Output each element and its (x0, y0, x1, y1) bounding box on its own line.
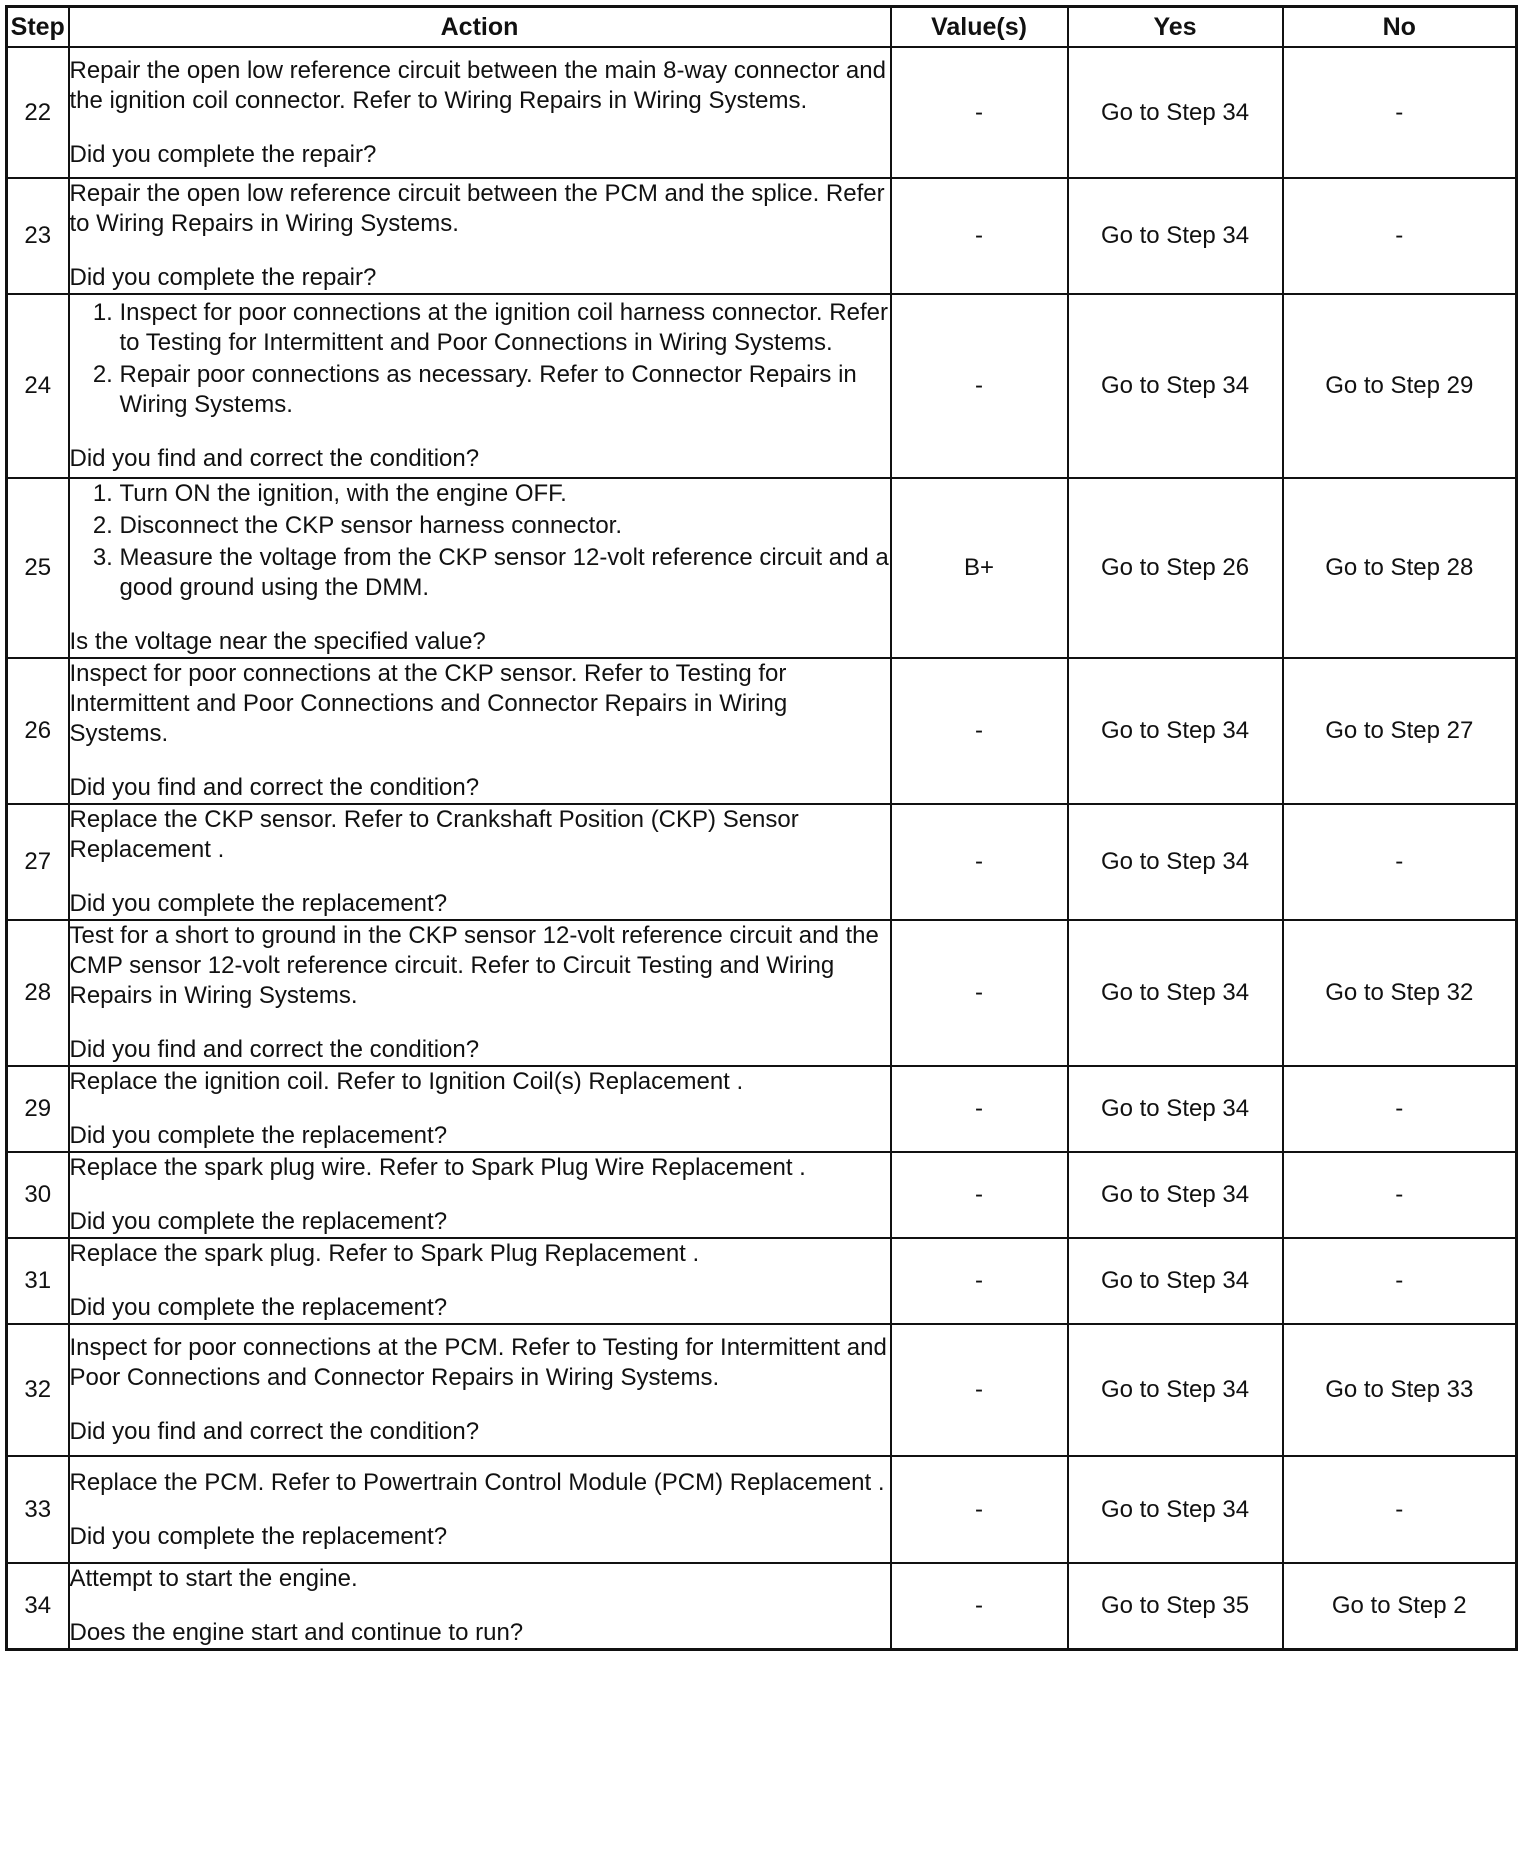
yes-result: Go to Step 34 (1068, 1324, 1283, 1456)
action-text: Replace the ignition coil. Refer to Ignition Coil(s) Replacement . (69, 1068, 744, 1095)
header-no: No (1283, 7, 1517, 48)
action-cell (69, 478, 891, 658)
value-cell: - (891, 178, 1068, 294)
table-body (7, 47, 1517, 1650)
header-yes: Yes (1068, 7, 1283, 48)
table-row (7, 478, 1517, 658)
no-result: Go to Step 32 (1283, 920, 1517, 1066)
yes-result: Go to Step 34 (1068, 1152, 1283, 1238)
step-number: 32 (7, 1324, 69, 1456)
no-result: Go to Step 27 (1283, 658, 1517, 804)
value-cell: - (891, 1152, 1068, 1238)
action-list-item: 2. Repair poor connections as necessary. Refer to Connector Repairs in Wiring Systems. (120, 360, 890, 420)
diagnostic-page (5, 5, 1515, 1651)
action-cell (69, 294, 891, 478)
action-cell (69, 804, 891, 920)
value-cell: - (891, 1456, 1068, 1563)
step-number: 28 (7, 920, 69, 1066)
action-text: Repair the open low reference circuit between the PCM and the splice. Refer to Wiring Repairs in Wiring Systems. (69, 180, 885, 237)
action-list (70, 479, 890, 603)
action-text: Replace the PCM. Refer to Powertrain Control Module (PCM) Replacement . (69, 1468, 885, 1496)
header-row (7, 7, 1517, 48)
yes-result: Go to Step 34 (1068, 47, 1283, 178)
table-row (7, 1456, 1517, 1563)
action-cell (69, 1324, 891, 1456)
action-list-item: 2. Disconnect the CKP sensor harness connector. (120, 511, 890, 541)
value-cell: - (891, 658, 1068, 804)
action-text: Inspect for poor connections at the CKP sensor. Refer to Testing for Intermittent and Poor Connections and Connector Repairs in Wiring Systems. (69, 660, 788, 747)
action-question: Did you find and correct the condition? (69, 445, 480, 472)
action-cell (69, 47, 891, 178)
table-row (7, 294, 1517, 478)
no-result: Go to Step 2 (1283, 1563, 1517, 1650)
action-text: Repair the open low reference circuit between the main 8-way connector and the ignition coil connector. Refer to Wiring Repairs in Wiring Systems. (69, 56, 886, 114)
table-row (7, 1152, 1517, 1238)
yes-result: Go to Step 34 (1068, 804, 1283, 920)
yes-result: Go to Step 35 (1068, 1563, 1283, 1650)
action-cell (69, 1456, 891, 1563)
diagnostic-table (5, 5, 1518, 1651)
action-question: Did you complete the replacement? (69, 890, 448, 917)
action-text: Replace the spark plug wire. Refer to Spark Plug Wire Replacement . (69, 1154, 806, 1181)
yes-result: Go to Step 34 (1068, 294, 1283, 478)
table-row (7, 920, 1517, 1066)
step-number: 26 (7, 658, 69, 804)
header-step: Step (7, 7, 69, 48)
action-list-item: 1. Turn ON the ignition, with the engine OFF. (120, 479, 890, 509)
action-text: Inspect for poor connections at the PCM. Refer to Testing for Intermittent and Poor Connections and Connector Repairs in Wiring Systems. (69, 1334, 887, 1391)
action-cell (69, 178, 891, 294)
yes-result: Go to Step 34 (1068, 920, 1283, 1066)
action-question: Did you complete the replacement? (69, 1208, 448, 1235)
action-list (70, 298, 890, 420)
action-question: Did you find and correct the condition? (69, 1036, 480, 1063)
table-row (7, 658, 1517, 804)
table-row (7, 804, 1517, 920)
yes-result: Go to Step 34 (1068, 178, 1283, 294)
value-cell: - (891, 1563, 1068, 1650)
value-cell: - (891, 47, 1068, 178)
action-list-item: 1. Inspect for poor connections at the ignition coil harness connector. Refer to Testing for Intermittent and Poor Connections in Wiring Systems. (120, 298, 890, 358)
yes-result: Go to Step 34 (1068, 1066, 1283, 1152)
action-text: Attempt to start the engine. (69, 1565, 358, 1592)
yes-result: Go to Step 34 (1068, 1238, 1283, 1324)
action-question: Is the voltage near the specified value? (69, 628, 486, 655)
action-cell (69, 1066, 891, 1152)
yes-result: Go to Step 34 (1068, 658, 1283, 804)
yes-result: Go to Step 26 (1068, 478, 1283, 658)
no-result: - (1283, 47, 1517, 178)
value-cell: - (891, 920, 1068, 1066)
no-result: - (1283, 178, 1517, 294)
no-result: - (1283, 804, 1517, 920)
value-cell: - (891, 1324, 1068, 1456)
action-question: Did you find and correct the condition? (69, 774, 480, 801)
yes-result: Go to Step 34 (1068, 1456, 1283, 1563)
step-number: 29 (7, 1066, 69, 1152)
no-result: - (1283, 1456, 1517, 1563)
value-cell: - (891, 294, 1068, 478)
action-text: Test for a short to ground in the CKP sensor 12-volt reference circuit and the CMP sensor 12-volt reference circuit. Refer to Circuit Testing and Wiring Repairs in Wiring Systems. (69, 922, 879, 1009)
value-cell: B+ (891, 478, 1068, 658)
table-row (7, 178, 1517, 294)
step-number: 31 (7, 1238, 69, 1324)
step-number: 33 (7, 1456, 69, 1563)
action-question: Did you complete the replacement? (69, 1522, 448, 1550)
action-cell (69, 658, 891, 804)
action-question: Did you complete the replacement? (69, 1122, 448, 1149)
action-cell (69, 1152, 891, 1238)
no-result: Go to Step 28 (1283, 478, 1517, 658)
value-cell: - (891, 804, 1068, 920)
table-row (7, 1066, 1517, 1152)
action-list-item: 3. Measure the voltage from the CKP sensor 12-volt reference circuit and a good ground using the DMM. (120, 543, 890, 603)
action-cell (69, 1238, 891, 1324)
step-number: 23 (7, 178, 69, 294)
header-action: Action (69, 7, 891, 48)
step-number: 25 (7, 478, 69, 658)
table-row (7, 47, 1517, 178)
action-text: Replace the CKP sensor. Refer to Crankshaft Position (CKP) Sensor Replacement . (69, 806, 799, 863)
action-question: Did you complete the repair? (69, 264, 377, 291)
table-row (7, 1324, 1517, 1456)
action-question: Did you complete the repair? (69, 140, 377, 168)
action-question: Did you complete the replacement? (69, 1294, 448, 1321)
header-values: Value(s) (891, 7, 1068, 48)
step-number: 30 (7, 1152, 69, 1238)
no-result: - (1283, 1152, 1517, 1238)
action-text: Replace the spark plug. Refer to Spark Plug Replacement . (69, 1240, 700, 1267)
no-result: - (1283, 1238, 1517, 1324)
table-row (7, 1238, 1517, 1324)
step-number: 22 (7, 47, 69, 178)
no-result: - (1283, 1066, 1517, 1152)
value-cell: - (891, 1238, 1068, 1324)
action-question: Did you find and correct the condition? (69, 1418, 480, 1445)
action-cell (69, 920, 891, 1066)
action-cell (69, 1563, 891, 1650)
no-result: Go to Step 29 (1283, 294, 1517, 478)
step-number: 34 (7, 1563, 69, 1650)
no-result: Go to Step 33 (1283, 1324, 1517, 1456)
table-row (7, 1563, 1517, 1650)
table-header (7, 7, 1517, 48)
step-number: 27 (7, 804, 69, 920)
action-question: Does the engine start and continue to run? (69, 1619, 524, 1646)
value-cell: - (891, 1066, 1068, 1152)
step-number: 24 (7, 294, 69, 478)
